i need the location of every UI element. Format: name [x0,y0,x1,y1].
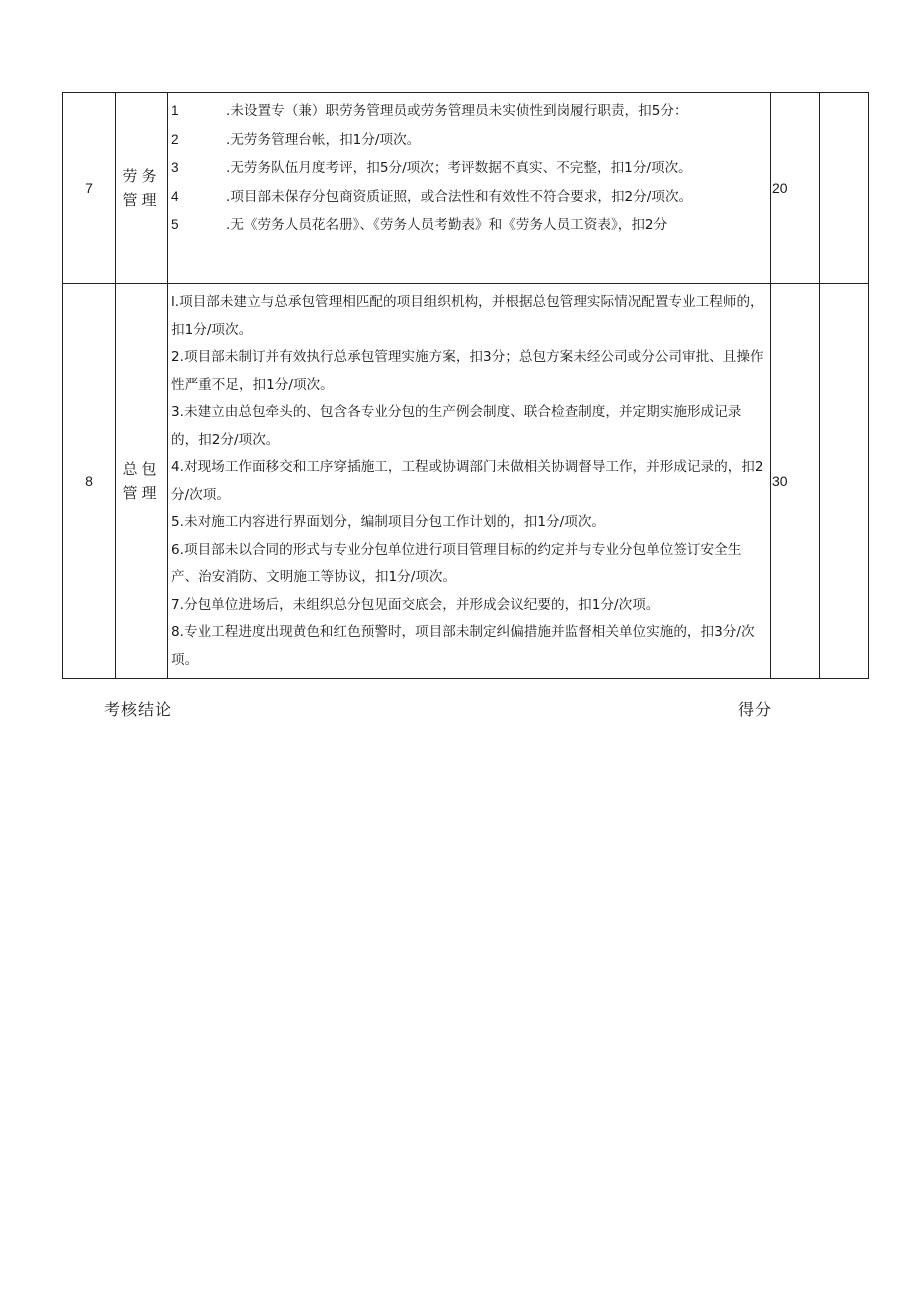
category-name-line: 管理 [122,484,161,502]
criteria-item [171,211,767,240]
row-number: 7 [63,93,116,284]
criteria-number: 4 [171,188,179,204]
score-label: 得分 [738,700,773,719]
criteria-list [171,97,767,283]
criteria-item: 7.分包单位进场后，未组织总分包见面交底会，并形成会议纪要的，扣1分/次项。 [171,596,660,613]
criteria-item: 3.未建立由总包牵头的、包含各专业分包的生产例会制度、联合检查制度，并定期实施形成记录的，扣2分/项次。 [171,404,742,448]
criteria-item: l.项目部未建立与总承包管理相匹配的项目组织机构，并根据总包管理实际情况配置专业工程师的，扣1分/项次。 [171,294,764,338]
row-number: 8 [63,284,116,679]
assessment-sheet [62,92,859,679]
criteria-number: 2 [171,131,179,147]
criteria-number: 3 [171,160,179,175]
criteria-cell [168,93,771,284]
criteria-cell [168,284,771,679]
obtained-score-cell [820,284,869,679]
criteria-text: .无劳务管理台帐，扣1分/项次。 [226,131,421,148]
assessment-conclusion-label: 考核结论 [104,700,173,719]
table-row [63,93,869,284]
criteria-item [171,154,767,183]
criteria-text: .未设置专（兼）职劳务管理员或劳务管理员未实侦性到岗履行职责，扣5分： [226,103,688,119]
criteria-item: 8.专业工程进度出现黄色和红色预警时，项目部未制定纠偏措施并监督相关单位实施的，扣3分/次项。 [171,624,755,668]
category-name-line: 总包 [122,460,161,478]
category-name-line: 劳务 [122,167,161,185]
max-score: 30 [771,284,820,679]
criteria-item: 2.项目部未制订并有效执行总承包管理实施方案，扣3分；总包方案未经公司或分公司审批、且操作性严重不足，扣1分/项次。 [171,349,764,393]
category-name [116,284,168,679]
criteria-text: .无《劳务人员花名册》、《劳务人员考勤表》和《劳务人员工资表》，扣2分 [226,217,668,233]
criteria-item: 6.项目部未以合同的形式与专业分包单位进行项目管理目标的约定并与专业分包单位签订安全生产、治安消防、文明施工等协议，扣1分/项次。 [171,541,742,585]
criteria-item [171,126,767,155]
criteria-item: 4.对现场工作面移交和工序穿插施工，工程或协调部门未做相关协调督导工作，并形成记录的，扣2分/次项。 [171,459,764,503]
criteria-text: .项目部未保存分包商资质证照，或合法性和有效性不符合要求，扣2分/项次。 [226,188,693,205]
table-row [63,284,869,679]
criteria-text: .无劳务队伍月度考评，扣5分/项次；考评数据不真实、不完整，扣1分/项次。 [226,160,692,176]
assessment-table [62,92,869,679]
category-name [116,93,168,284]
obtained-score-cell [820,93,869,284]
criteria-number: 5 [171,217,179,232]
criteria-item [171,97,767,126]
max-score: 20 [771,93,820,284]
criteria-item: 5.未对施工内容进行界面划分，编制项目分包工作计划的，扣1分/项次。 [171,514,606,530]
criteria-item [171,183,767,212]
criteria-number: 1 [171,103,179,118]
category-name-line: 管理 [122,191,161,209]
